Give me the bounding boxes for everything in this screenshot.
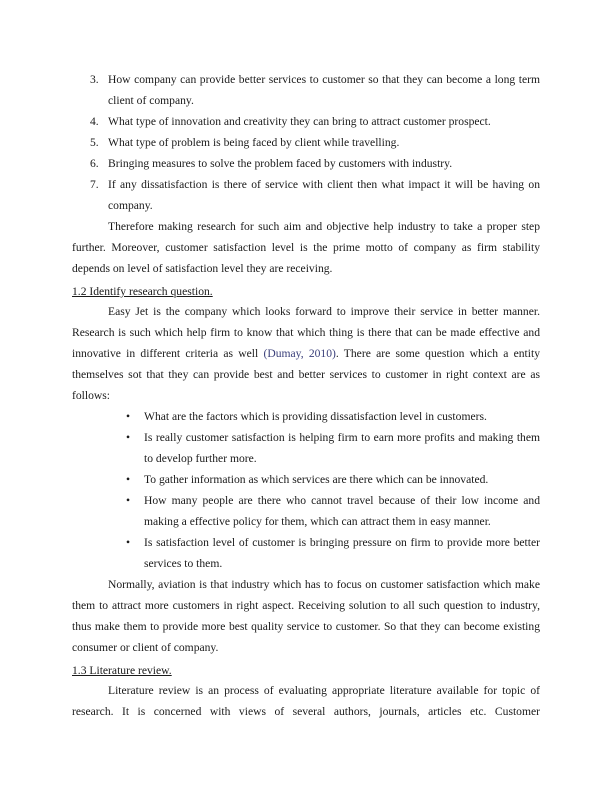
bullet-text: To gather information as which services are there which can be innovated. bbox=[144, 473, 489, 486]
numbered-list-item bbox=[72, 174, 540, 216]
paragraph-therefore: Therefore making research for such aim and objective help industry to take a proper step further. Moreover, customer satisfaction level is the prime motto of company as firm stability depends on level of satisfaction level they are receiving. bbox=[72, 220, 540, 275]
bullet-icon: • bbox=[126, 431, 131, 444]
research-questions-list bbox=[72, 406, 540, 574]
paragraph-normally: Normally, aviation is that industry which has to focus on customer satisfaction which make them to attract more customers in right aspect. Receiving solution to all such question to industry, thus make them to provide more best quality service to customer. So that they can become existing consumer or client of company. bbox=[72, 578, 540, 654]
list-item-text: Bringing measures to solve the problem faced by customers with industry. bbox=[108, 157, 453, 170]
paragraph-easyjet bbox=[72, 301, 540, 406]
citation: (Dumay, 2010) bbox=[263, 347, 336, 360]
bullet-icon: • bbox=[126, 473, 131, 486]
list-number: 3. bbox=[90, 73, 99, 86]
numbered-list-item bbox=[72, 111, 540, 132]
page-content bbox=[72, 69, 540, 722]
numbered-list-item bbox=[72, 132, 540, 153]
list-item-text: What type of innovation and creativity they can bring to attract customer prospect. bbox=[108, 115, 491, 128]
list-item-text: If any dissatisfaction is there of service with client then what impact it will be having on company. bbox=[108, 178, 540, 212]
paragraph-text: . There are some question which a entity themselves sot that they can provide best and better services to customer in right context are as follows: bbox=[72, 347, 540, 402]
section-heading-1-2: 1.2 Identify research question. bbox=[72, 285, 213, 298]
bullet-list-item bbox=[72, 532, 540, 574]
bullet-text: Is really customer satisfaction is helping firm to earn more profits and making them to develop further more. bbox=[144, 431, 540, 465]
research-objectives-list bbox=[72, 69, 540, 216]
list-number: 5. bbox=[90, 136, 99, 149]
list-item-text: How company can provide better services to customer so that they can become a long term client of company. bbox=[108, 73, 540, 107]
numbered-list-item bbox=[72, 69, 540, 111]
bullet-list-item bbox=[72, 469, 540, 490]
bullet-list-item bbox=[72, 490, 540, 532]
bullet-text: Is satisfaction level of customer is bringing pressure on firm to provide more better services to them. bbox=[144, 536, 540, 570]
paragraph-text: Easy Jet is the company which looks forward to improve their service in better manner. Research is such which help firm to know that which thing is there that can be made effective and innovative in different criteria as well bbox=[72, 305, 540, 360]
list-number: 6. bbox=[90, 157, 99, 170]
bullet-list-item bbox=[72, 427, 540, 469]
section-heading-1-3: 1.3 Literature review. bbox=[72, 664, 172, 677]
list-number: 4. bbox=[90, 115, 99, 128]
bullet-icon: • bbox=[126, 494, 131, 507]
bullet-icon: • bbox=[126, 410, 131, 423]
numbered-list-item bbox=[72, 153, 540, 174]
bullet-text: How many people are there who cannot travel because of their low income and making a effective policy for them, which can attract them in easy manner. bbox=[144, 494, 540, 528]
bullet-icon: • bbox=[126, 536, 131, 549]
bullet-list-item bbox=[72, 406, 540, 427]
list-item-text: What type of problem is being faced by client while travelling. bbox=[108, 136, 400, 149]
list-number: 7. bbox=[90, 178, 99, 191]
paragraph-literature: Literature review is an process of evaluating appropriate literature available for topic of research. It is concerned with views of several authors, journals, articles etc. Customer bbox=[72, 684, 540, 718]
bullet-text: What are the factors which is providing dissatisfaction level in customers. bbox=[144, 410, 487, 423]
